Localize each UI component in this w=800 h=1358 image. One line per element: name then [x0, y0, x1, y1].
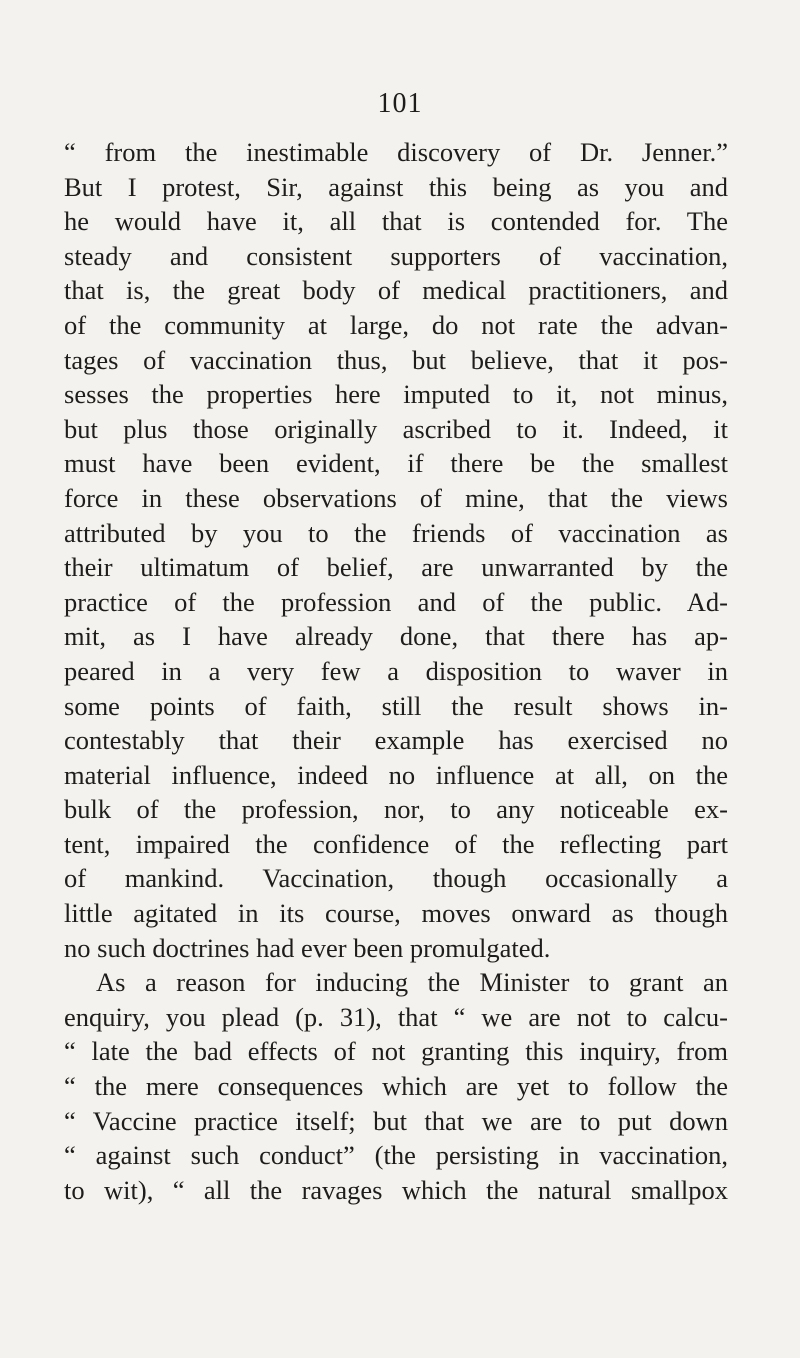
text-line: of mankind. Vaccination, though occasionally a — [64, 863, 728, 894]
text-line: he would have it, all that is contended for. The — [64, 206, 728, 237]
text-line: little agitated in its course, moves onward as though — [64, 898, 728, 929]
text-line: bulk of the profession, nor, to any noticeable ex- — [64, 794, 728, 825]
text-line: their ultimatum of belief, are unwarranted by the — [64, 552, 728, 583]
text-line: material influence, indeed no influence at all, on the — [64, 759, 728, 790]
text-line: “ from the inestimable discovery of Dr. Jenner.” — [64, 137, 728, 167]
text-line: to wit), “ all the ravages which the natural smallpox — [64, 1174, 728, 1205]
text-line: “ against such conduct” (the persisting in vaccination, — [64, 1140, 728, 1171]
text-line: force in these observations of mine, that the views — [64, 482, 728, 513]
text-line: but plus those originally ascribed to it. Indeed, it — [64, 413, 728, 444]
text-line: no such doctrines had ever been promulgated. — [64, 932, 551, 963]
text-line: tages of vaccination thus, but believe, that it pos- — [64, 344, 728, 375]
text-line: mit, as I have already done, that there has ap- — [64, 621, 728, 652]
text-line: must have been evident, if there be the smallest — [64, 448, 728, 479]
text-line: “ Vaccine practice itself; but that we are to put down — [64, 1105, 728, 1136]
text-line: As a reason for inducing the Minister to grant an — [96, 967, 728, 998]
text-line: tent, impaired the confidence of the reflecting part — [64, 828, 728, 859]
text-line: enquiry, you plead (p. 31), that “ we are not to calcu- — [64, 1001, 728, 1032]
text-line: of the community at large, do not rate the advan- — [64, 309, 728, 340]
text-line: sesses the properties here imputed to it, not minus, — [64, 379, 728, 410]
text-line: “ the mere consequences which are yet to follow the — [64, 1071, 728, 1102]
body-text — [64, 135, 728, 1207]
page-number: 101 — [377, 88, 423, 119]
text-line: But I protest, Sir, against this being as you and — [64, 171, 728, 202]
text-line: contestably that their example has exercised no — [64, 725, 728, 756]
text-line: steady and consistent supporters of vaccination, — [64, 240, 728, 271]
text-line: some points of faith, still the result shows in- — [64, 690, 728, 721]
text-line: “ late the bad effects of not granting this inquiry, from — [64, 1036, 728, 1067]
text-line: peared in a very few a disposition to waver in — [64, 655, 728, 686]
text-line: that is, the great body of medical practitioners, and — [64, 275, 728, 306]
text-line: attributed by you to the friends of vaccination as — [64, 517, 728, 548]
text-line: practice of the profession and of the public. Ad- — [64, 586, 728, 617]
